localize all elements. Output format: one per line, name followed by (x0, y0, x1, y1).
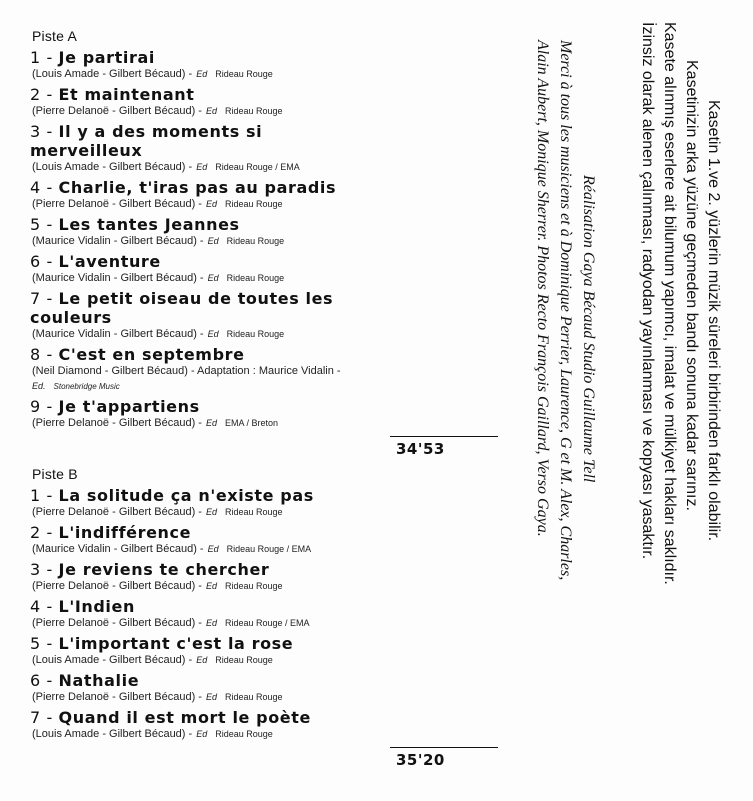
track-number: 1 - (30, 48, 53, 67)
side-a-tracklist (30, 28, 445, 460)
track-title: Il y a des moments si (58, 122, 263, 141)
track-credit: (Maurice Vidalin - Gilbert Bécaud) - (32, 235, 204, 247)
track-ed: Ed (205, 507, 217, 517)
track-number: 8 - (30, 345, 53, 364)
track-number: 2 - (30, 85, 53, 104)
track-number: 2 - (30, 523, 53, 542)
side-b-duration: 35'20 (396, 751, 445, 769)
track-b1 (30, 486, 314, 520)
track-publisher: Rideau Rouge (215, 729, 273, 739)
track-title: La solitude ça n'existe pas (58, 486, 314, 505)
track-a3 (30, 122, 341, 175)
track-title: L'aventure (58, 252, 161, 271)
track-publisher: Rideau Rouge (226, 329, 285, 339)
track-title: L'Indien (58, 597, 135, 616)
track-ed: Ed (205, 581, 217, 591)
track-ed: Ed (205, 692, 217, 702)
side-a-duration: 34'53 (396, 440, 445, 458)
track-number: 3 - (30, 122, 53, 141)
track-publisher: Rideau Rouge / EMA (215, 162, 300, 172)
track-ed: Ed (207, 544, 219, 554)
track-b3 (30, 560, 314, 594)
track-a9 (30, 397, 341, 431)
track-title: L'indifférence (58, 523, 192, 542)
side-b-tracklist (30, 466, 445, 771)
track-ed: Ed (196, 729, 208, 739)
thanks-credit-line2: Alain Aubert, Monique Sherrer. Photos Recto François Gaillard, Verso Gaya. (534, 40, 551, 537)
track-credit: (Louis Amade - Gilbert Bécaud) - (32, 728, 193, 740)
total-rule (390, 747, 498, 748)
track-number: 1 - (30, 486, 53, 505)
track-ed: Ed (205, 618, 217, 628)
track-b6 (30, 671, 314, 705)
track-credit: (Louis Amade - Gilbert Bécaud) - (32, 68, 193, 80)
track-a7 (30, 289, 341, 342)
track-title: Le petit oiseau de toutes les (58, 289, 334, 308)
track-credit: (Pierre Delanoë - Gilbert Bécaud) - (32, 506, 202, 518)
notice-line4: İzinsiz olarak alenen çalınması, radyodan yayınlanması ve kopyası yasaktır. (639, 22, 656, 560)
track-title: Les tantes Jeannes (58, 215, 240, 234)
track-title: Nathalie (58, 671, 140, 690)
side-b-total (30, 745, 445, 771)
track-publisher: Rideau Rouge (226, 273, 285, 283)
track-b2 (30, 523, 314, 557)
track-a4 (30, 178, 341, 212)
track-number: 4 - (30, 178, 53, 197)
track-a6 (30, 252, 341, 286)
side-a-total (30, 434, 445, 460)
track-credit: (Neil Diamond - Gilbert Bécaud) - Adaptation : Maurice Vidalin - (32, 365, 341, 377)
track-publisher: Rideau Rouge (215, 69, 273, 79)
track-number: 9 - (30, 397, 53, 416)
track-number: 6 - (30, 252, 53, 271)
track-number: 3 - (30, 560, 53, 579)
track-title-continued: couleurs (30, 308, 112, 327)
track-ed: Ed (196, 655, 208, 665)
track-publisher: EMA / Breton (224, 418, 279, 428)
track-credit: (Maurice Vidalin - Gilbert Bécaud) - (32, 328, 204, 340)
track-title: Quand il est mort le poète (58, 708, 311, 727)
track-credit: (Louis Amade - Gilbert Bécaud) - (32, 161, 193, 173)
notice-line3: Kasete alınmış eserlere ait bilumum yapımcı, imalat ve mülkiyet hakları saklıdır. (661, 22, 678, 585)
track-title: Je partirai (58, 48, 155, 67)
track-ed: Ed (207, 236, 219, 246)
track-credit: (Pierre Delanoë - Gilbert Bécaud) - (32, 198, 202, 210)
track-ed: Ed (196, 162, 208, 172)
track-number: 5 - (30, 634, 53, 653)
track-publisher: Stonebridge Music (53, 382, 120, 391)
track-credit: (Pierre Delanoë - Gilbert Bécaud) - (32, 691, 202, 703)
track-publisher: Rideau Rouge (226, 236, 285, 246)
track-b5 (30, 634, 314, 668)
track-b7 (30, 708, 314, 742)
notice-line1: Kasetin 1.ve 2. yüzlerin müzik süreleri birbirinden farklı olabilir. (705, 100, 722, 542)
track-credit: (Maurice Vidalin - Gilbert Bécaud) - (32, 543, 204, 555)
thanks-credit-line1: Merci à tous les musiciens et à Dominique Perrier, Laurence, G et M. Alex, Charles, (557, 40, 574, 581)
track-ed: Ed (205, 418, 217, 428)
track-ed: Ed (207, 329, 219, 339)
track-publisher: Rideau Rouge (215, 655, 273, 665)
track-title: Je t'appartiens (58, 397, 200, 416)
track-number: 7 - (30, 289, 53, 308)
track-credit: (Pierre Delanoë - Gilbert Bécaud) - (32, 417, 202, 429)
track-publisher: Rideau Rouge (224, 507, 283, 517)
track-number: 6 - (30, 671, 53, 690)
track-title-continued: merveilleux (30, 141, 143, 160)
track-publisher: Rideau Rouge (224, 199, 283, 209)
track-publisher: Rideau Rouge / EMA (224, 618, 310, 628)
track-ed: Ed (196, 69, 208, 79)
track-number: 5 - (30, 215, 53, 234)
track-ed: Ed (205, 199, 217, 209)
track-title: Charlie, t'iras pas au paradis (58, 178, 337, 197)
track-credit: (Pierre Delanoë - Gilbert Bécaud) - (32, 580, 202, 592)
track-a5 (30, 215, 341, 249)
side-b-label: Piste B (32, 466, 78, 482)
track-number: 4 - (30, 597, 53, 616)
track-credit: (Louis Amade - Gilbert Bécaud) - (32, 654, 193, 666)
track-b4 (30, 597, 314, 631)
track-credit: (Pierre Delanoë - Gilbert Bécaud) - (32, 105, 202, 117)
track-a8 (30, 345, 341, 394)
track-a2 (30, 85, 341, 119)
track-credit: (Maurice Vidalin - Gilbert Bécaud) - (32, 272, 204, 284)
track-a1 (30, 48, 341, 82)
production-credit: Réalisation Gaya Bécaud Studio Guillaume Tell (580, 175, 597, 483)
track-publisher: Rideau Rouge / EMA (226, 544, 312, 554)
track-publisher: Rideau Rouge (224, 581, 283, 591)
track-title: Je reviens te chercher (58, 560, 270, 579)
track-ed: Ed. (32, 381, 46, 391)
track-ed: Ed (207, 273, 219, 283)
track-credit: (Pierre Delanoë - Gilbert Bécaud) - (32, 617, 202, 629)
notice-line2: Kasetinizin arka yüzüne geçmeden bandı sonuna kadar sarınız. (683, 60, 700, 511)
side-a-label: Piste A (32, 28, 77, 44)
track-title: Et maintenant (58, 85, 195, 104)
track-publisher: Rideau Rouge (224, 692, 283, 702)
track-title: C'est en septembre (58, 345, 245, 364)
track-ed: Ed (205, 106, 217, 116)
track-number: 7 - (30, 708, 53, 727)
total-rule (390, 436, 498, 437)
track-publisher: Rideau Rouge (224, 106, 283, 116)
track-title: L'important c'est la rose (58, 634, 294, 653)
